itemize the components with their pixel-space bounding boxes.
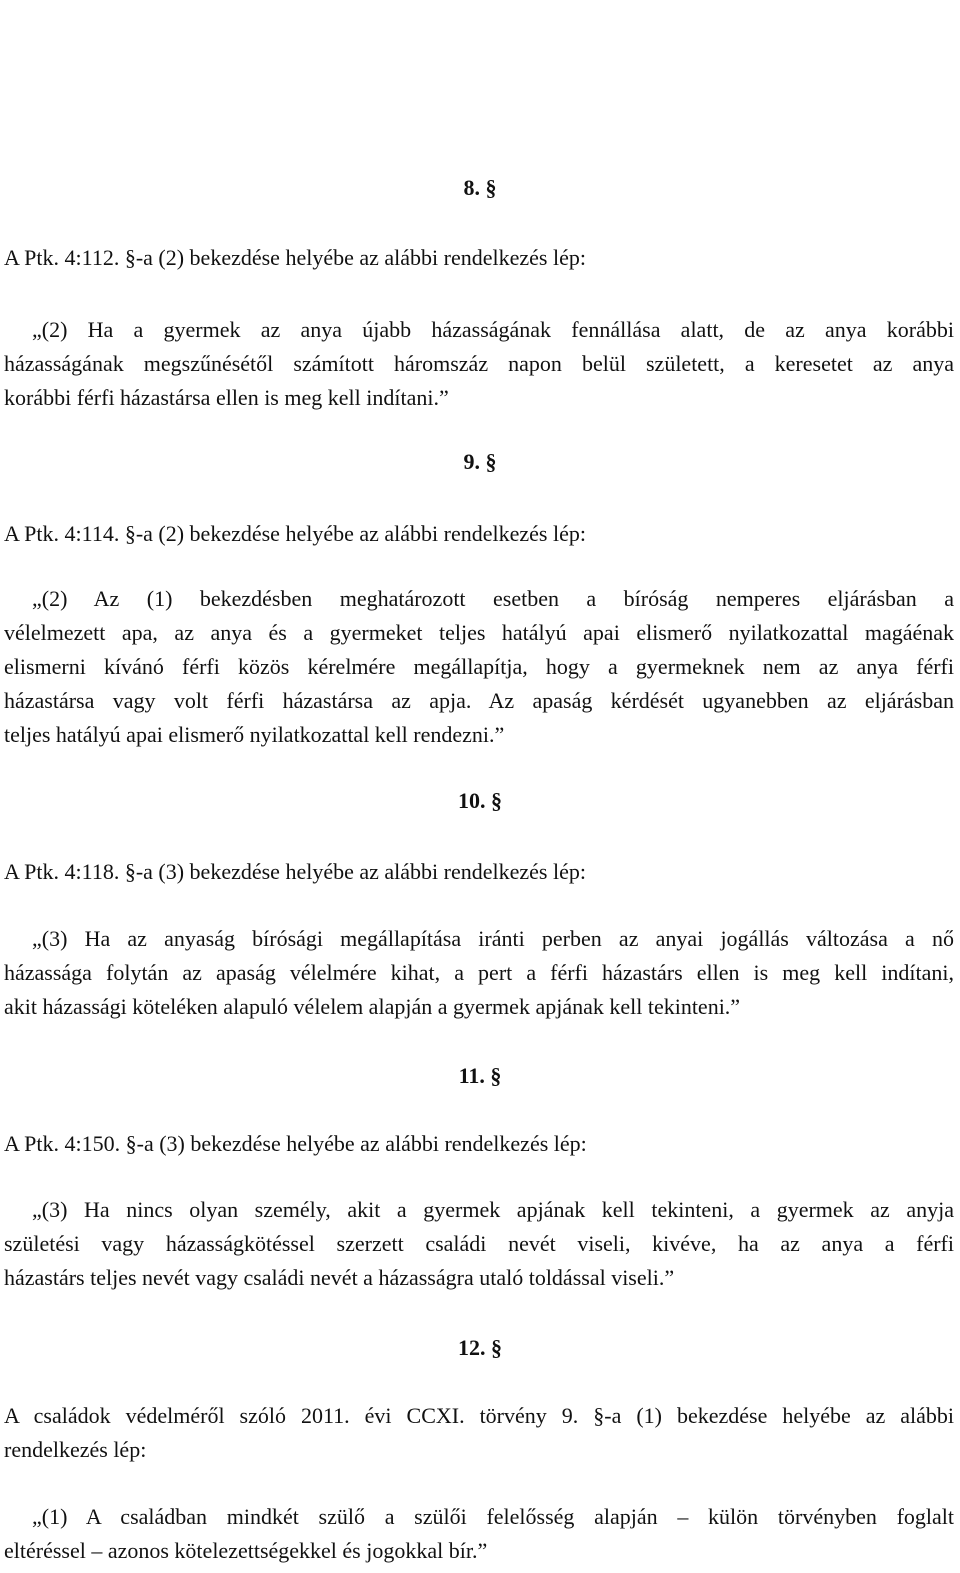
- paragraph-line: eltéréssel – azonos kötelezettségekkel és jogokkal bír.”: [4, 1538, 488, 1563]
- section-intro-10: A Ptk. 4:118. §-a (3) bekezdése helyébe az alábbi rendelkezés lép:: [4, 859, 586, 884]
- intro-line: rendelkezés lép:: [4, 1437, 147, 1462]
- section-intro-8: A Ptk. 4:112. §-a (2) bekezdése helyébe az alábbi rendelkezés lép:: [4, 245, 586, 270]
- section-paragraph-10: [4, 922, 954, 1024]
- paragraph-line: házassága folytán az apaság vélelmére kihat, a pert a férfi házastárs ellen is meg kell indítani,: [4, 960, 954, 985]
- paragraph-line: házastárs teljes nevét vagy családi nevét a házasságra utaló toldással viseli.”: [4, 1265, 675, 1290]
- section-paragraph-9: [4, 582, 954, 752]
- paragraph-line: „(2) Az (1) bekezdésben meghatározott esetben a bíróság nemperes eljárásban a: [32, 586, 954, 611]
- paragraph-line: „(3) Ha az anyaság bírósági megállapítása iránti perben az anyai jogállás változása a nő: [32, 926, 954, 951]
- section-heading-12: 12. §: [458, 1335, 502, 1360]
- paragraph-line: teljes hatályú apai elismerő nyilatkozattal kell rendezni.”: [4, 722, 505, 747]
- paragraph-line: vélelmezett apa, az anya és a gyermeket teljes hatályú apai elismerő nyilatkozattal magáénak: [4, 620, 954, 645]
- intro-line: A családok védelméről szóló 2011. évi CCXI. törvény 9. §-a (1) bekezdése helyébe az alábbi: [4, 1403, 954, 1428]
- paragraph-line: születési vagy házasságkötéssel szerzett családi nevét viseli, kivéve, ha az anya a férfi: [4, 1231, 954, 1256]
- section-heading-8: 8. §: [463, 175, 497, 200]
- paragraph-line: elismerni kívánó férfi közös kérelmére megállapítja, hogy a gyermeknek nem az anya férfi: [4, 654, 954, 679]
- section-intro-9: A Ptk. 4:114. §-a (2) bekezdése helyébe az alábbi rendelkezés lép:: [4, 521, 586, 546]
- paragraph-line: akit házassági köteléken alapuló vélelem alapján a gyermek apjának kell tekinteni.”: [4, 994, 741, 1019]
- paragraph-line: „(1) A családban mindkét szülő a szülői felelősség alapján – külön törvényben foglalt: [32, 1504, 954, 1529]
- paragraph-line: házastársa vagy volt férfi házastársa az apja. Az apaság kérdését ugyanebben az eljárásban: [4, 688, 954, 713]
- paragraph-line: „(2) Ha a gyermek az anya újabb házasságának fennállása alatt, de az anya korábbi: [32, 317, 954, 342]
- section-paragraph-12: [4, 1500, 954, 1568]
- section-intro-11: A Ptk. 4:150. §-a (3) bekezdése helyébe az alábbi rendelkezés lép:: [4, 1131, 587, 1156]
- section-heading-9: 9. §: [463, 449, 497, 474]
- section-paragraph-8: [4, 313, 954, 415]
- section-intro-12: [4, 1399, 954, 1467]
- section-paragraph-11: [4, 1193, 954, 1295]
- paragraph-line: „(3) Ha nincs olyan személy, akit a gyermek apjának kell tekinteni, a gyermek az anyja: [32, 1197, 954, 1222]
- paragraph-line: korábbi férfi házastársa ellen is meg kell indítani.”: [4, 385, 449, 410]
- section-heading-11: 11. §: [458, 1063, 502, 1088]
- paragraph-line: házasságának megszűnésétől számított háromszáz napon belül született, a keresetet az anya: [4, 351, 954, 376]
- section-heading-10: 10. §: [458, 788, 502, 813]
